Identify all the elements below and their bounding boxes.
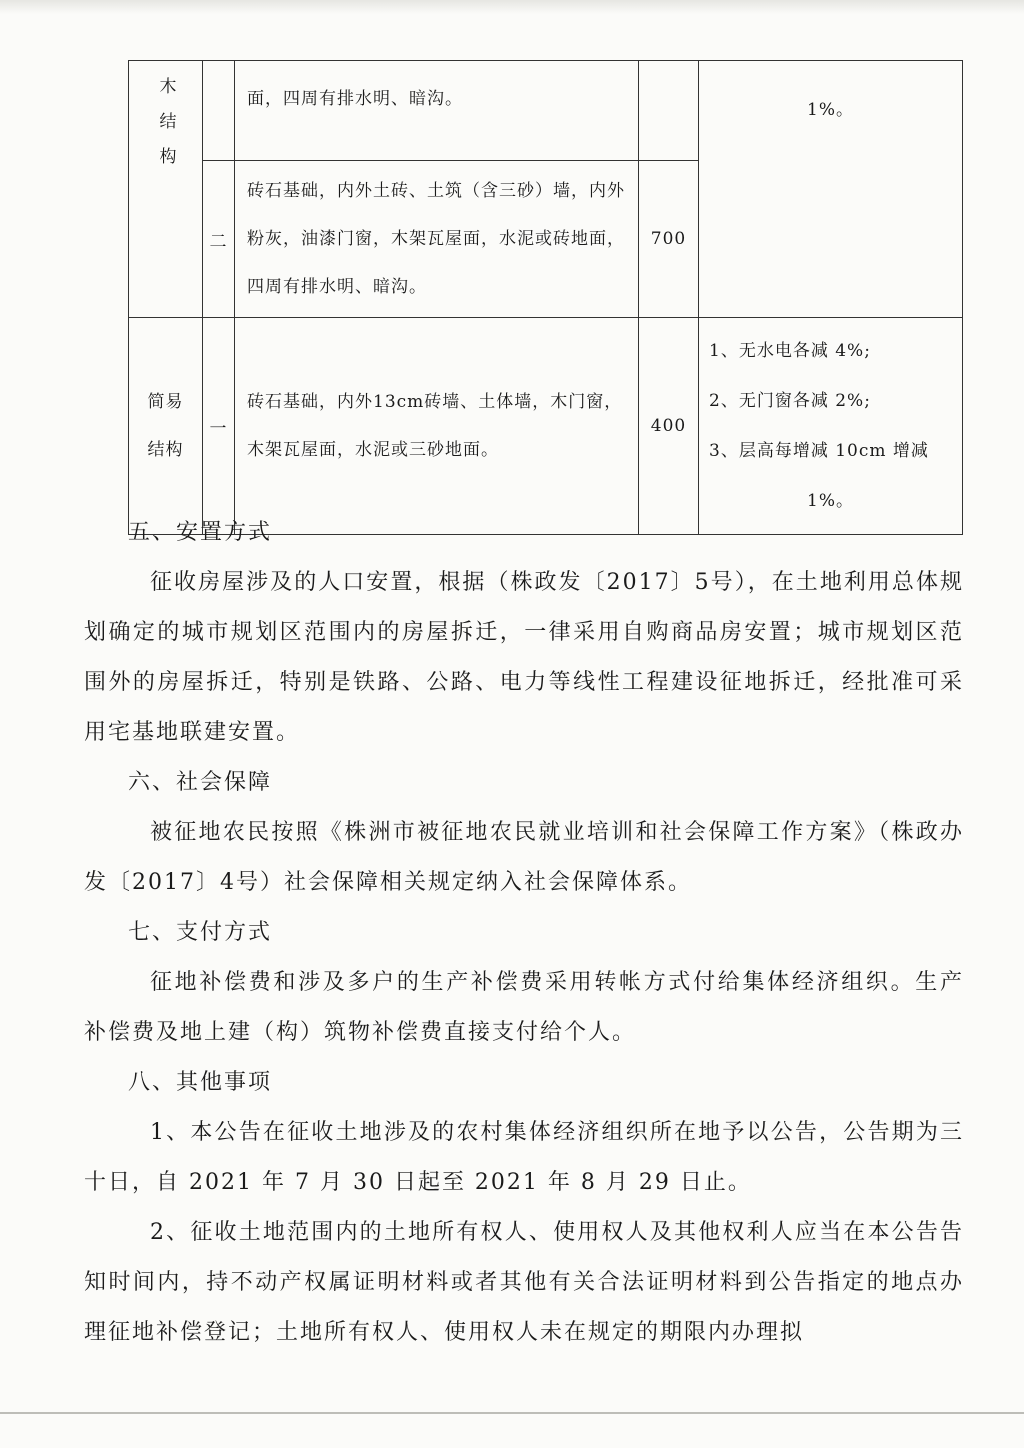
category-cell — [129, 61, 203, 318]
description-cell: 面，四周有排水明、暗沟。 — [235, 61, 639, 161]
section-heading: 八、其他事项 — [128, 1070, 273, 1095]
paragraph: 征地补偿费和涉及多户的生产补偿费采用转帐方式付给集体经济组织。生产补偿费及地上建（构）筑物补偿费直接支付给个人。 — [84, 970, 964, 1045]
description-cell: 砖石基础，内外13cm砖墙、土体墙，木门窗，木架瓦屋面，水泥或三砂地面。 — [235, 318, 639, 535]
category-label: 木结构 — [155, 77, 176, 182]
note-cell — [699, 61, 963, 318]
note-cell — [699, 318, 963, 535]
note-text: 1%。 — [807, 100, 854, 120]
note-line: 1、无水电各减 4%; — [709, 341, 871, 361]
grade-cell: 二 — [203, 161, 235, 318]
price-cell: 700 — [639, 161, 699, 318]
building-compensation-table — [128, 60, 963, 535]
grade-cell — [203, 61, 235, 161]
paragraph: 被征地农民按照《株洲市被征地农民就业培训和社会保障工作方案》（株政办发〔2017〕4号）社会保障相关规定纳入社会保障体系。 — [84, 820, 964, 895]
category-label: 简易结构 — [147, 392, 184, 460]
section-heading: 六、社会保障 — [128, 770, 273, 795]
paragraph: 2、征收土地范围内的土地所有权人、使用权人及其他权利人应当在本公告告知时间内，持不动产权属证明材料或者其他有关合法证明材料到公告指定的地点办理征地补偿登记；土地所有权人、使用权人未在规定的期限内办理拟 — [84, 1220, 964, 1345]
paragraph: 1、本公告在征收土地涉及的农村集体经济组织所在地予以公告，公告期为三十日，自 2021 年 7 月 30 日起至 2021 年 8 月 29 日止。 — [84, 1120, 964, 1195]
price-cell — [639, 61, 699, 161]
paragraph: 征收房屋涉及的人口安置，根据（株政发〔2017〕5号），在土地利用总体规划确定的城市规划区范围内的房屋拆迁，一律采用自购商品房安置；城市规划区范围外的房屋拆迁，特别是铁路、公路、电力等线性工程建设征地拆迁，经批准可采用宅基地联建安置。 — [84, 570, 964, 745]
table-row — [129, 61, 963, 161]
section-heading: 五、安置方式 — [128, 520, 273, 545]
grade-cell: 一 — [203, 318, 235, 535]
section-heading: 七、支付方式 — [128, 920, 273, 945]
description-cell: 砖石基础，内外土砖、土筑（含三砂）墙，内外粉灰，油漆门窗，木架瓦屋面，水泥或砖地面，四周有排水明、暗沟。 — [235, 161, 639, 318]
scan-bottom-edge — [0, 1412, 1024, 1414]
note-line: 3、层高每增减 10cm 增减 — [709, 441, 929, 461]
table-row — [129, 318, 963, 535]
body-text — [84, 508, 964, 1358]
scan-top-edge — [0, 0, 1024, 14]
note-line: 2、无门窗各减 2%; — [709, 391, 871, 411]
note-line: 1%。 — [807, 491, 854, 511]
price-cell: 400 — [639, 318, 699, 535]
category-cell — [129, 318, 203, 535]
